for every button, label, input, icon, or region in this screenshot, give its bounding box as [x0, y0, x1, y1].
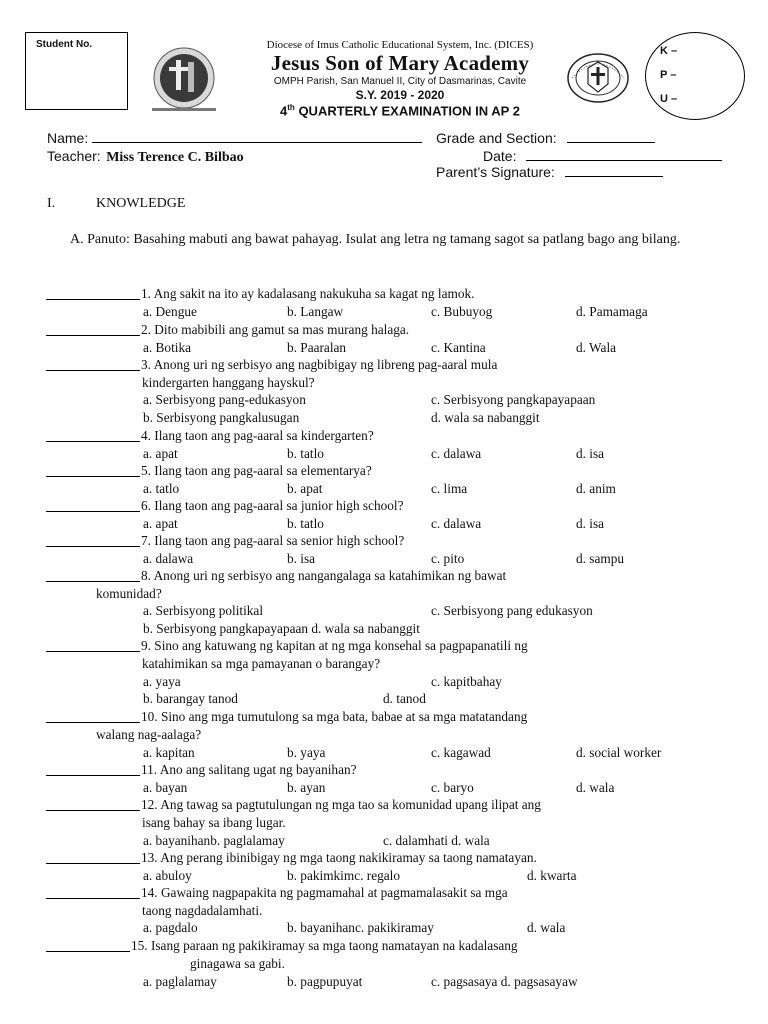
answer-blank-4[interactable]	[46, 440, 140, 442]
question-10: 10. Sino ang mga tumutulong sa mga bata, babae at sa mga matatandang	[141, 709, 528, 724]
question-7: 7. Ilang taon ang pag-aaral sa senior high school?	[141, 533, 405, 548]
question-4: 4. Ilang taon ang pag-aaral sa kindergarten?	[141, 428, 374, 443]
q1-option-c[interactable]: c. Bubuyog	[431, 304, 493, 319]
grade-section-field[interactable]	[436, 130, 655, 146]
q9-option-b[interactable]: b. barangay tanod	[143, 691, 238, 706]
q1-option-b[interactable]: b. Langaw	[287, 304, 344, 319]
question-8-continued: komunidad?	[96, 586, 162, 601]
exam-title: 4th QUARTERLY EXAMINATION IN AP 2	[280, 103, 520, 119]
q11-option-d[interactable]: d. wala	[576, 780, 615, 795]
q15-option-a[interactable]: a. paglalamay	[143, 974, 217, 989]
q14-option-a[interactable]: a. pagdalo	[143, 920, 198, 935]
answer-blank-12[interactable]	[46, 809, 140, 811]
q12-option-c-d[interactable]: c. dalamhati d. wala	[383, 833, 490, 848]
question-9-continued: katahimikan sa mga pamayanan o barangay?	[142, 656, 381, 671]
p-score-label: P –	[660, 69, 677, 81]
answer-blank-11[interactable]	[46, 774, 140, 776]
q9-option-d[interactable]: d. tanod	[383, 691, 426, 706]
q5-option-d[interactable]: d. anim	[576, 481, 616, 496]
question-6: 6. Ilang taon ang pag-aaral sa junior high school?	[141, 498, 404, 513]
question-13: 13. Ang perang ibinibigay ng mga taong nakikiramay sa taong namatayan.	[141, 850, 537, 865]
q1-option-a[interactable]: a. Dengue	[143, 304, 197, 319]
school-name: Jesus Son of Mary Academy	[270, 51, 530, 75]
q7-option-d[interactable]: d. sampu	[576, 551, 625, 566]
question-9: 9. Sino ang katuwang ng kapitan at ng mga konsehal sa pagpapanatili ng	[141, 638, 528, 653]
q3-option-a[interactable]: a. Serbisyong pang-edukasyon	[143, 392, 306, 407]
question-3-continued: kindergarten hanggang hayskul?	[142, 375, 315, 390]
section-title: KNOWLEDGE	[96, 196, 186, 211]
q15-option-b[interactable]: b. pagpupuyat	[287, 974, 363, 989]
question-5: 5. Ilang taon ang pag-aaral sa elementarya?	[141, 463, 372, 478]
q10-option-d[interactable]: d. social worker	[576, 745, 662, 760]
answer-blank-2[interactable]	[46, 334, 140, 336]
question-12: 12. Ang tawag sa pagtutulungan ng mga tao sa komunidad upang ilipat ang	[141, 797, 541, 812]
k-score-label: K –	[660, 45, 678, 57]
q5-option-b[interactable]: b. apat	[287, 481, 323, 496]
instruction-text: A. Panuto: Basahing mabuti ang bawat pahayag. Isulat ang letra ng tamang sagot sa patlang bago ang bilang.	[70, 232, 681, 247]
q7-option-c[interactable]: c. pito	[431, 551, 465, 566]
teacher-name: Miss Terence C. Bilbao	[106, 150, 244, 165]
q8-option-b-d[interactable]: b. Serbisyong pangkapayapaan d. wala sa nabanggit	[143, 621, 420, 636]
question-14: 14. Gawaing nagpapakita ng pagmamahal at pagmamalasakit sa mga	[141, 885, 508, 900]
answer-blank-9[interactable]	[46, 650, 140, 652]
question-2: 2. Dito mabibili ang gamut sa mas murang halaga.	[141, 322, 410, 337]
q8-option-c[interactable]: c. Serbisyong pang edukasyon	[431, 603, 593, 618]
school-seal-right	[566, 52, 630, 104]
answer-blank-8[interactable]	[46, 580, 140, 582]
q11-option-b[interactable]: b. ayan	[287, 780, 326, 795]
q8-option-a[interactable]: a. Serbisyong politikal	[143, 603, 264, 618]
q6-option-a[interactable]: a. apat	[143, 516, 178, 531]
question-12-continued: isang bahay sa ibang lugar.	[142, 815, 286, 830]
question-10-continued: walang nag-aalaga?	[96, 727, 202, 742]
q2-option-d[interactable]: d. Wala	[576, 340, 617, 355]
date-label: Date:	[483, 148, 517, 164]
q14-option-d[interactable]: d. wala	[527, 920, 566, 935]
q13-option-b-c[interactable]: b. pakimkimc. regalo	[287, 868, 400, 883]
q9-option-a[interactable]: a. yaya	[143, 674, 181, 689]
date-blank[interactable]	[526, 148, 722, 161]
student-number-box[interactable]	[25, 32, 128, 110]
question-1: 1. Ang sakit na ito ay kadalasang nakukuha sa kagat ng lamok.	[141, 286, 475, 301]
answer-blank-10[interactable]	[46, 721, 140, 723]
grade-section-label: Grade and Section:	[436, 130, 557, 146]
q6-option-b[interactable]: b. tatlo	[287, 516, 324, 531]
name-blank[interactable]	[92, 130, 422, 143]
q13-option-d[interactable]: d. kwarta	[527, 868, 577, 883]
name-label: Name:	[47, 130, 89, 146]
q2-option-a[interactable]: a. Botika	[143, 340, 192, 355]
q10-option-a[interactable]: a. kapitan	[143, 745, 195, 760]
q3-option-b[interactable]: b. Serbisyong pangkalusugan	[143, 410, 300, 425]
question-3: 3. Anong uri ng serbisyo ang nagbibigay ng libreng pag-aaral mula	[141, 357, 498, 372]
question-15-continued: ginagawa sa gabi.	[190, 956, 285, 971]
q4-option-b[interactable]: b. tatlo	[287, 446, 324, 461]
q10-option-b[interactable]: b. yaya	[287, 745, 326, 760]
q3-option-d[interactable]: d. wala sa nabanggit	[431, 410, 540, 425]
kpu-score-circle	[645, 32, 745, 120]
q13-option-a[interactable]: a. abuloy	[143, 868, 192, 883]
q9-option-c[interactable]: c. kapitbahay	[431, 674, 502, 689]
parent-signature-label: Parent’s Signature:	[436, 164, 555, 180]
q5-option-a[interactable]: a. tatlo	[143, 481, 180, 496]
school-year: S.Y. 2019 - 2020	[355, 88, 445, 102]
q6-option-d[interactable]: d. isa	[576, 516, 605, 531]
q2-option-b[interactable]: b. Paaralan	[287, 340, 347, 355]
q11-option-c[interactable]: c. baryo	[431, 780, 474, 795]
question-15: 15. Isang paraan ng pakikiramay sa mga taong namatayan na kadalasang	[131, 938, 518, 953]
answer-blank-5[interactable]	[46, 475, 140, 477]
question-8: 8. Anong uri ng serbisyo ang nangangalaga sa katahimikan ng bawat	[141, 568, 507, 583]
answer-blank-1[interactable]	[46, 298, 140, 300]
diocese-line: Diocese of Imus Catholic Educational System, Inc. (DICES)	[266, 39, 534, 51]
parent-signature-blank[interactable]	[565, 164, 663, 177]
q4-option-a[interactable]: a. apat	[143, 446, 178, 461]
q11-option-a[interactable]: a. bayan	[143, 780, 188, 795]
answer-blank-14[interactable]	[46, 897, 140, 899]
section-number: I.	[47, 196, 56, 211]
q4-option-d[interactable]: d. isa	[576, 446, 605, 461]
q10-option-c[interactable]: c. kagawad	[431, 745, 491, 760]
answer-blank-6[interactable]	[46, 510, 140, 512]
q5-option-c[interactable]: c. lima	[431, 481, 468, 496]
q7-option-a[interactable]: a. dalawa	[143, 551, 194, 566]
q2-option-c[interactable]: c. Kantina	[431, 340, 486, 355]
name-field[interactable]	[47, 130, 422, 146]
q4-option-c[interactable]: c. dalawa	[431, 446, 482, 461]
student-number-label: Student No.	[36, 39, 93, 50]
q12-option-a-b[interactable]: a. bayanihanb. paglalamay	[143, 833, 285, 848]
school-address: OMPH Parish, San Manuel II, City of Dasmarinas, Cavite	[273, 76, 527, 87]
answer-blank-3[interactable]	[46, 369, 140, 371]
q14-option-b-c[interactable]: b. bayanihanc. pakikiramay	[287, 920, 434, 935]
answer-blank-7[interactable]	[46, 545, 140, 547]
question-14-continued: taong nagdadalamhati.	[142, 903, 263, 918]
grade-section-blank[interactable]	[567, 130, 655, 143]
q3-option-c[interactable]: c. Serbisyong pangkapayapaan	[431, 392, 596, 407]
teacher-field	[47, 148, 244, 166]
answer-blank-13[interactable]	[46, 862, 140, 864]
u-score-label: U –	[660, 93, 678, 105]
answer-blank-15[interactable]	[46, 950, 130, 952]
question-11: 11. Ano ang salitang ugat ng bayanihan?	[141, 762, 357, 777]
parent-signature-field[interactable]	[436, 164, 663, 180]
q6-option-c[interactable]: c. dalawa	[431, 516, 482, 531]
q15-option-c-d[interactable]: c. pagsasaya d. pagsasayaw	[431, 974, 578, 989]
teacher-label: Teacher:	[47, 148, 101, 164]
q1-option-d[interactable]: d. Pamamaga	[576, 304, 648, 319]
date-field[interactable]	[483, 148, 722, 164]
q7-option-b[interactable]: b. isa	[287, 551, 316, 566]
